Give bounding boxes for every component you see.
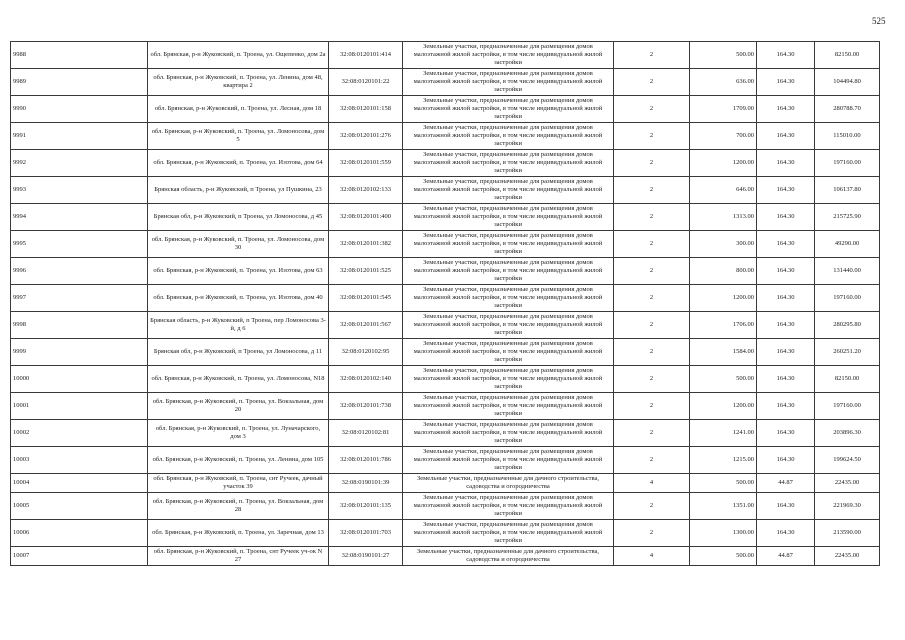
group-code-cell: 2 (614, 493, 690, 520)
specific-value-cell: 164.30 (757, 366, 815, 393)
address-cell: обл. Брянская, р-н Жуковский, п. Троена, ул. Вокзальная, дом 20 (148, 393, 329, 420)
cadastral-number-cell: 32:08:0120101:382 (329, 231, 403, 258)
land-use-description-cell: Земельные участки, предназначенные для размещения домов малоэтажной жилой застройки, в том числе индивидуальной жилой застройки (403, 231, 614, 258)
table-row (11, 150, 880, 177)
cadastral-value-cell: 106137.80 (815, 177, 880, 204)
address-cell: Брянская область, р-н Жуковский, п Троена, ул Пушкина, 23 (148, 177, 329, 204)
area-cell: 646.00 (690, 177, 757, 204)
cadastral-value-cell: 213590.00 (815, 520, 880, 547)
area-cell: 1241.00 (690, 420, 757, 447)
cadastral-value-cell: 82150.00 (815, 366, 880, 393)
land-use-description-cell: Земельные участки, предназначенные для размещения домов малоэтажной жилой застройки, в том числе индивидуальной жилой застройки (403, 285, 614, 312)
cadastral-value-cell: 197160.00 (815, 393, 880, 420)
specific-value-cell: 164.30 (757, 420, 815, 447)
area-cell: 1200.00 (690, 150, 757, 177)
land-use-description-cell: Земельные участки, предназначенные для размещения домов малоэтажной жилой застройки, в том числе индивидуальной жилой застройки (403, 420, 614, 447)
area-cell: 1584.00 (690, 339, 757, 366)
area-cell: 500.00 (690, 474, 757, 493)
area-cell: 1313.00 (690, 204, 757, 231)
area-cell: 1709.00 (690, 96, 757, 123)
cadastral-number-cell: 32:08:0190101:27 (329, 547, 403, 566)
land-use-description-cell: Земельные участки, предназначенные для размещения домов малоэтажной жилой застройки, в том числе индивидуальной жилой застройки (403, 366, 614, 393)
cadastral-number-cell: 32:08:0120101:786 (329, 447, 403, 474)
row-number: 9996 (11, 258, 148, 285)
table-row (11, 312, 880, 339)
group-code-cell: 2 (614, 150, 690, 177)
address-cell: обл. Брянская, р-н Жуковский, п. Троена, снт Ручеек уч-ок N 27 (148, 547, 329, 566)
table-row (11, 96, 880, 123)
cadastral-number-cell: 32:08:0120102:81 (329, 420, 403, 447)
land-use-description-cell: Земельные участки, предназначенные для размещения домов малоэтажной жилой застройки, в том числе индивидуальной жилой застройки (403, 493, 614, 520)
land-use-description-cell: Земельные участки, предназначенные для дачного строительства, садоводства и огородничества (403, 474, 614, 493)
address-cell: обл. Брянская, р-н Жуковский, п. Троена, ул. Ленина, дом 105 (148, 447, 329, 474)
cadastral-value-cell: 22435.00 (815, 474, 880, 493)
row-number: 10007 (11, 547, 148, 566)
specific-value-cell: 164.30 (757, 150, 815, 177)
cadastral-number-cell: 32:08:0120101:135 (329, 493, 403, 520)
row-number: 10005 (11, 493, 148, 520)
table-row (11, 123, 880, 150)
group-code-cell: 2 (614, 366, 690, 393)
land-use-description-cell: Земельные участки, предназначенные для размещения домов малоэтажной жилой застройки, в том числе индивидуальной жилой застройки (403, 520, 614, 547)
land-use-description-cell: Земельные участки, предназначенные для размещения домов малоэтажной жилой застройки, в том числе индивидуальной жилой застройки (403, 312, 614, 339)
row-number: 10000 (11, 366, 148, 393)
row-number: 9992 (11, 150, 148, 177)
table-row (11, 258, 880, 285)
row-number: 9991 (11, 123, 148, 150)
row-number: 10003 (11, 447, 148, 474)
area-cell: 800.00 (690, 258, 757, 285)
group-code-cell: 2 (614, 123, 690, 150)
specific-value-cell: 164.30 (757, 447, 815, 474)
address-cell: обл. Брянская, р-н Жуковский, п. Троена, ул. Заречная, дом 13 (148, 520, 329, 547)
table-row (11, 69, 880, 96)
specific-value-cell: 164.30 (757, 96, 815, 123)
table-row (11, 42, 880, 69)
area-cell: 636.00 (690, 69, 757, 96)
table-body (11, 42, 880, 566)
cadastral-value-cell: 82150.00 (815, 42, 880, 69)
row-number: 9997 (11, 285, 148, 312)
cadastral-number-cell: 32:08:0190101:39 (329, 474, 403, 493)
group-code-cell: 2 (614, 393, 690, 420)
group-code-cell: 2 (614, 258, 690, 285)
land-use-description-cell: Земельные участки, предназначенные для размещения домов малоэтажной жилой застройки, в том числе индивидуальной жилой застройки (403, 69, 614, 96)
area-cell: 300.00 (690, 231, 757, 258)
specific-value-cell: 44.87 (757, 547, 815, 566)
land-use-description-cell: Земельные участки, предназначенные для размещения домов малоэтажной жилой застройки, в том числе индивидуальной жилой застройки (403, 447, 614, 474)
area-cell: 1300.00 (690, 520, 757, 547)
cadastral-value-cell: 49290.00 (815, 231, 880, 258)
specific-value-cell: 164.30 (757, 312, 815, 339)
address-cell: обл. Брянская, р-н Жуковский, п. Троена, ул. Изотова, дом 63 (148, 258, 329, 285)
cadastral-number-cell: 32:08:0120101:703 (329, 520, 403, 547)
specific-value-cell: 164.30 (757, 339, 815, 366)
address-cell: обл. Брянская, р-н Жуковский, п. Троена, снт Ручеек, дачный участок 39 (148, 474, 329, 493)
address-cell: обл. Брянская, р-н Жуковский, п. Троена, ул. Ощепенко, дом 2а (148, 42, 329, 69)
specific-value-cell: 164.30 (757, 42, 815, 69)
specific-value-cell: 164.30 (757, 123, 815, 150)
table-row (11, 177, 880, 204)
group-code-cell: 2 (614, 520, 690, 547)
cadastral-number-cell: 32:08:0120101:559 (329, 150, 403, 177)
land-use-description-cell: Земельные участки, предназначенные для размещения домов малоэтажной жилой застройки, в том числе индивидуальной жилой застройки (403, 150, 614, 177)
specific-value-cell: 164.30 (757, 204, 815, 231)
area-cell: 1706.00 (690, 312, 757, 339)
address-cell: обл. Брянская, р-н Жуковский, п. Троена, ул. Вокзальная, дом 28 (148, 493, 329, 520)
table-row (11, 204, 880, 231)
address-cell: обл. Брянская, р-н Жуковский, п. Троена, ул. Ленина, дом 48, квартира 2 (148, 69, 329, 96)
specific-value-cell: 164.30 (757, 393, 815, 420)
area-cell: 500.00 (690, 366, 757, 393)
cadastral-number-cell: 32:08:0120101:22 (329, 69, 403, 96)
row-number: 9990 (11, 96, 148, 123)
row-number: 9999 (11, 339, 148, 366)
table-row (11, 231, 880, 258)
land-use-description-cell: Земельные участки, предназначенные для размещения домов малоэтажной жилой застройки, в том числе индивидуальной жилой застройки (403, 96, 614, 123)
land-use-description-cell: Земельные участки, предназначенные для размещения домов малоэтажной жилой застройки, в том числе индивидуальной жилой застройки (403, 339, 614, 366)
specific-value-cell: 164.30 (757, 231, 815, 258)
cadastral-value-cell: 104494.80 (815, 69, 880, 96)
group-code-cell: 2 (614, 177, 690, 204)
row-number: 9995 (11, 231, 148, 258)
land-use-description-cell: Земельные участки, предназначенные для размещения домов малоэтажной жилой застройки, в том числе индивидуальной жилой застройки (403, 42, 614, 69)
cadastral-number-cell: 32:08:0120102:133 (329, 177, 403, 204)
table-row (11, 474, 880, 493)
row-number: 9988 (11, 42, 148, 69)
cadastral-value-cell: 197160.00 (815, 285, 880, 312)
land-registry-table (10, 41, 880, 566)
area-cell: 500.00 (690, 42, 757, 69)
land-use-description-cell: Земельные участки, предназначенные для дачного строительства, садоводства и огородничества (403, 547, 614, 566)
group-code-cell: 2 (614, 96, 690, 123)
group-code-cell: 2 (614, 339, 690, 366)
address-cell: обл. Брянская, р-н Жуковский, п. Троена, ул. Изотова, дом 64 (148, 150, 329, 177)
cadastral-number-cell: 32:08:0120102:140 (329, 366, 403, 393)
row-number: 9998 (11, 312, 148, 339)
specific-value-cell: 164.30 (757, 520, 815, 547)
cadastral-number-cell: 32:08:0120101:158 (329, 96, 403, 123)
group-code-cell: 2 (614, 420, 690, 447)
row-number: 9989 (11, 69, 148, 96)
table-row (11, 447, 880, 474)
address-cell: обл. Брянская, р-н Жуковский, п. Троена, ул. Лесная, дом 18 (148, 96, 329, 123)
specific-value-cell: 164.30 (757, 258, 815, 285)
row-number: 10006 (11, 520, 148, 547)
table-row (11, 285, 880, 312)
cadastral-value-cell: 280295.80 (815, 312, 880, 339)
group-code-cell: 2 (614, 447, 690, 474)
area-cell: 1215.00 (690, 447, 757, 474)
cadastral-value-cell: 199624.50 (815, 447, 880, 474)
specific-value-cell: 164.30 (757, 285, 815, 312)
address-cell: обл. Брянская, р-н Жуковский, п. Троена, ул. Ломоносова, N18 (148, 366, 329, 393)
cadastral-number-cell: 32:08:0120101:276 (329, 123, 403, 150)
page-number: 525 (872, 16, 886, 26)
row-number: 10004 (11, 474, 148, 493)
area-cell: 700.00 (690, 123, 757, 150)
row-number: 10001 (11, 393, 148, 420)
table-row (11, 520, 880, 547)
cadastral-value-cell: 215725.90 (815, 204, 880, 231)
address-cell: обл. Брянская, р-н Жуковский, п. Троена, ул. Луначарского, дом 3 (148, 420, 329, 447)
address-cell: обл. Брянская, р-н Жуковский, п. Троена, ул. Ломоносова, дом 30 (148, 231, 329, 258)
table-row (11, 493, 880, 520)
land-use-description-cell: Земельные участки, предназначенные для размещения домов малоэтажной жилой застройки, в том числе индивидуальной жилой застройки (403, 393, 614, 420)
group-code-cell: 2 (614, 69, 690, 96)
cadastral-number-cell: 32:08:0120101:567 (329, 312, 403, 339)
cadastral-number-cell: 32:08:0120101:525 (329, 258, 403, 285)
area-cell: 1200.00 (690, 393, 757, 420)
address-cell: обл. Брянская, р-н Жуковский, п. Троена, ул. Изотова, дом 40 (148, 285, 329, 312)
address-cell: обл. Брянская, р-н Жуковский, п. Троена, ул. Ломоносова, дом 5 (148, 123, 329, 150)
address-cell: Брянская обл, р-н Жуковский, п Троена, ул Ломоносова, д 11 (148, 339, 329, 366)
land-use-description-cell: Земельные участки, предназначенные для размещения домов малоэтажной жилой застройки, в том числе индивидуальной жилой застройки (403, 177, 614, 204)
cadastral-value-cell: 221969.30 (815, 493, 880, 520)
cadastral-value-cell: 115010.00 (815, 123, 880, 150)
group-code-cell: 4 (614, 474, 690, 493)
table-row (11, 420, 880, 447)
row-number: 9993 (11, 177, 148, 204)
table-row (11, 547, 880, 566)
cadastral-number-cell: 32:08:0120101:400 (329, 204, 403, 231)
area-cell: 500.00 (690, 547, 757, 566)
address-cell: Брянская область, р-н Жуковский, п Троена, пер Ломоносова 3-й, д 6 (148, 312, 329, 339)
row-number: 9994 (11, 204, 148, 231)
row-number: 10002 (11, 420, 148, 447)
group-code-cell: 2 (614, 312, 690, 339)
cadastral-value-cell: 131440.00 (815, 258, 880, 285)
land-use-description-cell: Земельные участки, предназначенные для размещения домов малоэтажной жилой застройки, в том числе индивидуальной жилой застройки (403, 204, 614, 231)
group-code-cell: 2 (614, 204, 690, 231)
cadastral-number-cell: 32:08:0120101:738 (329, 393, 403, 420)
address-cell: Брянская обл, р-н Жуковский, п Троена, ул Ломоносова, д 45 (148, 204, 329, 231)
cadastral-value-cell: 197160.00 (815, 150, 880, 177)
table-row (11, 366, 880, 393)
group-code-cell: 2 (614, 285, 690, 312)
area-cell: 1200.00 (690, 285, 757, 312)
specific-value-cell: 164.30 (757, 493, 815, 520)
group-code-cell: 2 (614, 42, 690, 69)
area-cell: 1351.00 (690, 493, 757, 520)
table-row (11, 393, 880, 420)
cadastral-value-cell: 203896.30 (815, 420, 880, 447)
cadastral-value-cell: 280788.70 (815, 96, 880, 123)
land-use-description-cell: Земельные участки, предназначенные для размещения домов малоэтажной жилой застройки, в том числе индивидуальной жилой застройки (403, 123, 614, 150)
land-use-description-cell: Земельные участки, предназначенные для размещения домов малоэтажной жилой застройки, в том числе индивидуальной жилой застройки (403, 258, 614, 285)
group-code-cell: 4 (614, 547, 690, 566)
table-row (11, 339, 880, 366)
cadastral-value-cell: 260251.20 (815, 339, 880, 366)
cadastral-value-cell: 22435.00 (815, 547, 880, 566)
specific-value-cell: 164.30 (757, 177, 815, 204)
cadastral-number-cell: 32:08:0120101:414 (329, 42, 403, 69)
group-code-cell: 2 (614, 231, 690, 258)
specific-value-cell: 164.30 (757, 69, 815, 96)
specific-value-cell: 44.87 (757, 474, 815, 493)
cadastral-number-cell: 32:08:0120101:545 (329, 285, 403, 312)
cadastral-number-cell: 32:08:0120102:95 (329, 339, 403, 366)
